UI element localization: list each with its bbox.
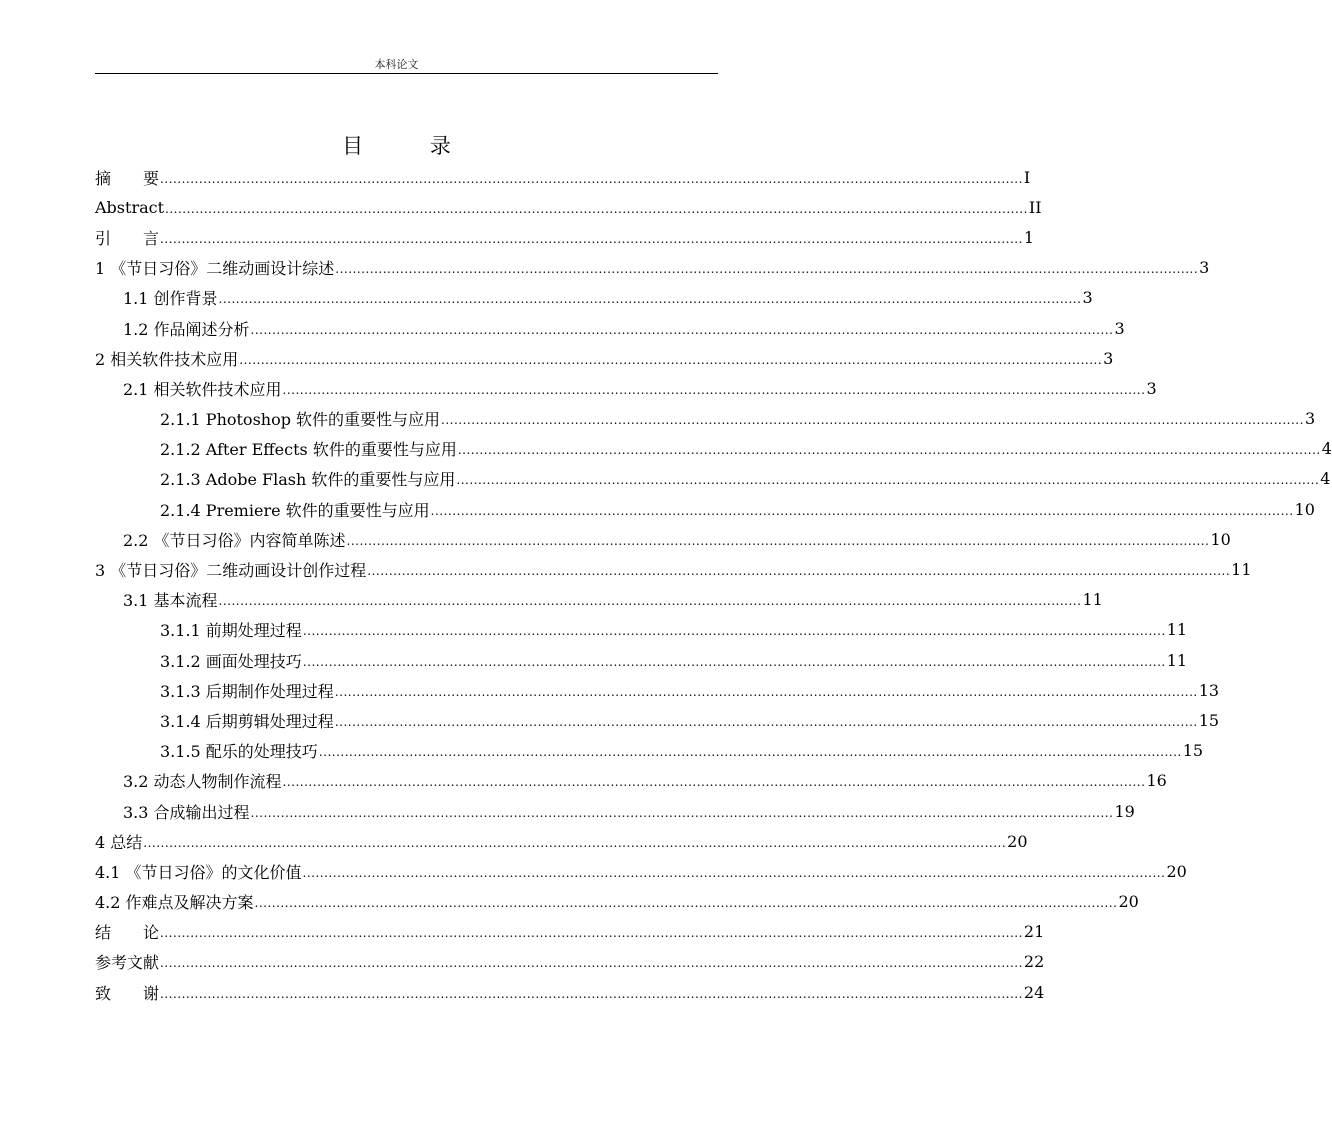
toc-page-number: 3 (1304, 409, 1316, 429)
toc-leader-dots: ........................................................................................................................................................................................................ (318, 745, 1182, 760)
toc-entry[interactable] (95, 434, 1332, 464)
toc-entry[interactable] (95, 404, 1316, 434)
toc-entry-label: 结 论 (95, 923, 160, 943)
toc-leader-dots: ........................................................................................................................................................................................................ (160, 926, 1023, 941)
toc-page-number: 24 (1023, 982, 1045, 1002)
toc-page-number: 16 (1146, 771, 1167, 791)
toc-page-number: 4 (1321, 439, 1332, 459)
toc-entry[interactable] (95, 615, 1188, 645)
toc-page-number: 15 (1182, 741, 1204, 761)
toc-page-number: 21 (1023, 922, 1045, 942)
toc-entry-label: 4.2 作难点及解决方案 (95, 893, 254, 913)
toc-entry-label: 1.1 创作背景 (123, 289, 218, 309)
toc-entry-label: 2.1.1 Photoshop 软件的重要性与应用 (160, 410, 441, 430)
toc-page-number: 11 (1231, 560, 1252, 580)
toc-leader-dots: ........................................................................................................................................................................................................ (282, 382, 1146, 397)
toc-leader-dots: ........................................................................................................................................................................................................ (334, 684, 1198, 699)
toc-entry-label: 2.1.4 Premiere 软件的重要性与应用 (160, 500, 430, 520)
toc-entry[interactable] (95, 524, 1231, 554)
toc-entry[interactable] (95, 343, 1114, 373)
toc-leader-dots: ........................................................................................................................................................................................................ (218, 292, 1082, 307)
toc-page-number: 3 (1199, 258, 1210, 278)
toc-entry[interactable] (95, 977, 1045, 1007)
toc-entry[interactable] (95, 736, 1204, 766)
toc-leader-dots: ........................................................................................................................................................................................................ (346, 533, 1210, 548)
toc-page-number: 20 (1007, 831, 1028, 851)
toc-entry[interactable] (95, 766, 1167, 796)
toc-entry[interactable] (95, 796, 1135, 826)
toc-entry-label: 2.1.3 Adobe Flash 软件的重要性与应用 (160, 470, 456, 490)
table-of-contents (95, 162, 1332, 1007)
toc-page-number: I (1023, 167, 1031, 187)
toc-entry[interactable] (95, 222, 1035, 252)
toc-entry[interactable] (95, 283, 1093, 313)
toc-entry-label: 引 言 (95, 228, 160, 248)
toc-leader-dots: ........................................................................................................................................................................................................ (282, 775, 1146, 790)
toc-entry-label: 1 《节日习俗》二维动画设计综述 (95, 259, 335, 279)
toc-entry-label: 2.2 《节日习俗》内容简单陈述 (123, 530, 346, 550)
toc-page-number: 10 (1210, 529, 1231, 549)
toc-leader-dots: ........................................................................................................................................................................................................ (430, 503, 1294, 518)
toc-leader-dots: ........................................................................................................................................................................................................ (250, 322, 1114, 337)
toc-entry-label: 3.1.1 前期处理过程 (160, 621, 302, 641)
toc-leader-dots: ........................................................................................................................................................................................................ (302, 865, 1166, 880)
toc-page-number: 19 (1114, 801, 1135, 821)
toc-entry[interactable] (95, 192, 1042, 222)
toc-page-number: 3 (1114, 318, 1125, 338)
toc-page-number: 20 (1118, 892, 1139, 912)
toc-entry[interactable] (95, 887, 1139, 917)
toc-title: 目 录 (342, 134, 481, 158)
toc-page-number: 1 (1023, 227, 1035, 247)
toc-page-number: 11 (1166, 650, 1188, 670)
toc-page-number: 3 (1082, 288, 1093, 308)
toc-entry-label: 3.1.5 配乐的处理技巧 (160, 742, 318, 762)
toc-leader-dots: ........................................................................................................................................................................................................ (250, 805, 1114, 820)
toc-entry-label: 4 总结 (95, 832, 143, 852)
toc-page-number: 11 (1082, 590, 1103, 610)
toc-entry-label: 摘 要 (95, 168, 160, 188)
toc-page-number: 3 (1146, 378, 1157, 398)
toc-entry-label: 3.2 动态人物制作流程 (123, 772, 282, 792)
toc-leader-dots: ........................................................................................................................................................................................................ (441, 413, 1304, 428)
page-header: 本科论文 (374, 58, 419, 71)
toc-page-number: 10 (1294, 499, 1315, 519)
toc-entry[interactable] (95, 585, 1103, 615)
toc-entry[interactable] (95, 705, 1220, 735)
toc-entry[interactable] (95, 464, 1331, 494)
toc-leader-dots: ........................................................................................................................................................................................................ (367, 564, 1231, 579)
toc-leader-dots: ........................................................................................................................................................................................................ (302, 654, 1166, 669)
toc-leader-dots: ........................................................................................................................................................................................................ (254, 896, 1118, 911)
toc-entry-label: 3.1.2 画面处理技巧 (160, 651, 302, 671)
toc-entry-label: 2.1.2 After Effects 软件的重要性与应用 (160, 440, 457, 460)
toc-page-number: 15 (1198, 710, 1220, 730)
toc-leader-dots: ........................................................................................................................................................................................................ (160, 956, 1023, 971)
toc-entry-label: 3.1 基本流程 (123, 591, 218, 611)
toc-leader-dots: ........................................................................................................................................................................................................ (160, 231, 1023, 246)
toc-leader-dots: ........................................................................................................................................................................................................ (165, 201, 1028, 216)
toc-leader-dots: ........................................................................................................................................................................................................ (218, 594, 1082, 609)
toc-entry[interactable] (95, 554, 1252, 584)
toc-entry-label: 3.3 合成输出过程 (123, 802, 250, 822)
toc-page-number: 13 (1198, 680, 1220, 700)
toc-page-number: 11 (1166, 620, 1188, 640)
toc-page-number: 3 (1103, 348, 1114, 368)
header-rule (95, 73, 718, 74)
toc-entry[interactable] (95, 313, 1125, 343)
toc-entry-label: 2.1 相关软件技术应用 (123, 379, 282, 399)
toc-leader-dots: ........................................................................................................................................................................................................ (160, 171, 1023, 186)
toc-entry[interactable] (95, 645, 1188, 675)
toc-entry-label: 参考文献 (95, 953, 160, 973)
toc-entry-label: 4.1 《节日习俗》的文化价值 (95, 862, 302, 882)
toc-leader-dots: ........................................................................................................................................................................................................ (143, 835, 1007, 850)
toc-leader-dots: ........................................................................................................................................................................................................ (334, 714, 1198, 729)
toc-page-number: 22 (1023, 952, 1045, 972)
toc-entry-label: 3.1.3 后期制作处理过程 (160, 681, 334, 701)
toc-leader-dots: ........................................................................................................................................................................................................ (457, 443, 1321, 458)
toc-entry-label: 3 《节日习俗》二维动画设计创作过程 (95, 561, 367, 581)
toc-leader-dots: ........................................................................................................................................................................................................ (456, 473, 1320, 488)
toc-entry[interactable] (95, 675, 1220, 705)
toc-leader-dots: ........................................................................................................................................................................................................ (335, 262, 1199, 277)
toc-entry[interactable] (95, 856, 1187, 886)
toc-entry[interactable] (95, 917, 1045, 947)
toc-entry[interactable] (95, 253, 1210, 283)
toc-entry[interactable] (95, 947, 1045, 977)
toc-entry[interactable] (95, 162, 1031, 192)
toc-entry[interactable] (95, 373, 1157, 403)
toc-page-number: 4 (1320, 469, 1331, 489)
toc-page-number: 20 (1166, 861, 1187, 881)
toc-leader-dots: ........................................................................................................................................................................................................ (239, 352, 1103, 367)
toc-entry-label: 2 相关软件技术应用 (95, 349, 239, 369)
toc-entry-label: 致 谢 (95, 983, 160, 1003)
toc-leader-dots: ........................................................................................................................................................................................................ (302, 624, 1166, 639)
toc-entry-label: 3.1.4 后期剪辑处理过程 (160, 711, 334, 731)
toc-entry-label: 1.2 作品阐述分析 (123, 319, 250, 339)
toc-entry-label: Abstract (95, 197, 165, 217)
toc-leader-dots: ........................................................................................................................................................................................................ (160, 986, 1023, 1001)
toc-entry[interactable] (95, 494, 1315, 524)
toc-page-number: II (1028, 197, 1042, 217)
toc-entry[interactable] (95, 826, 1028, 856)
